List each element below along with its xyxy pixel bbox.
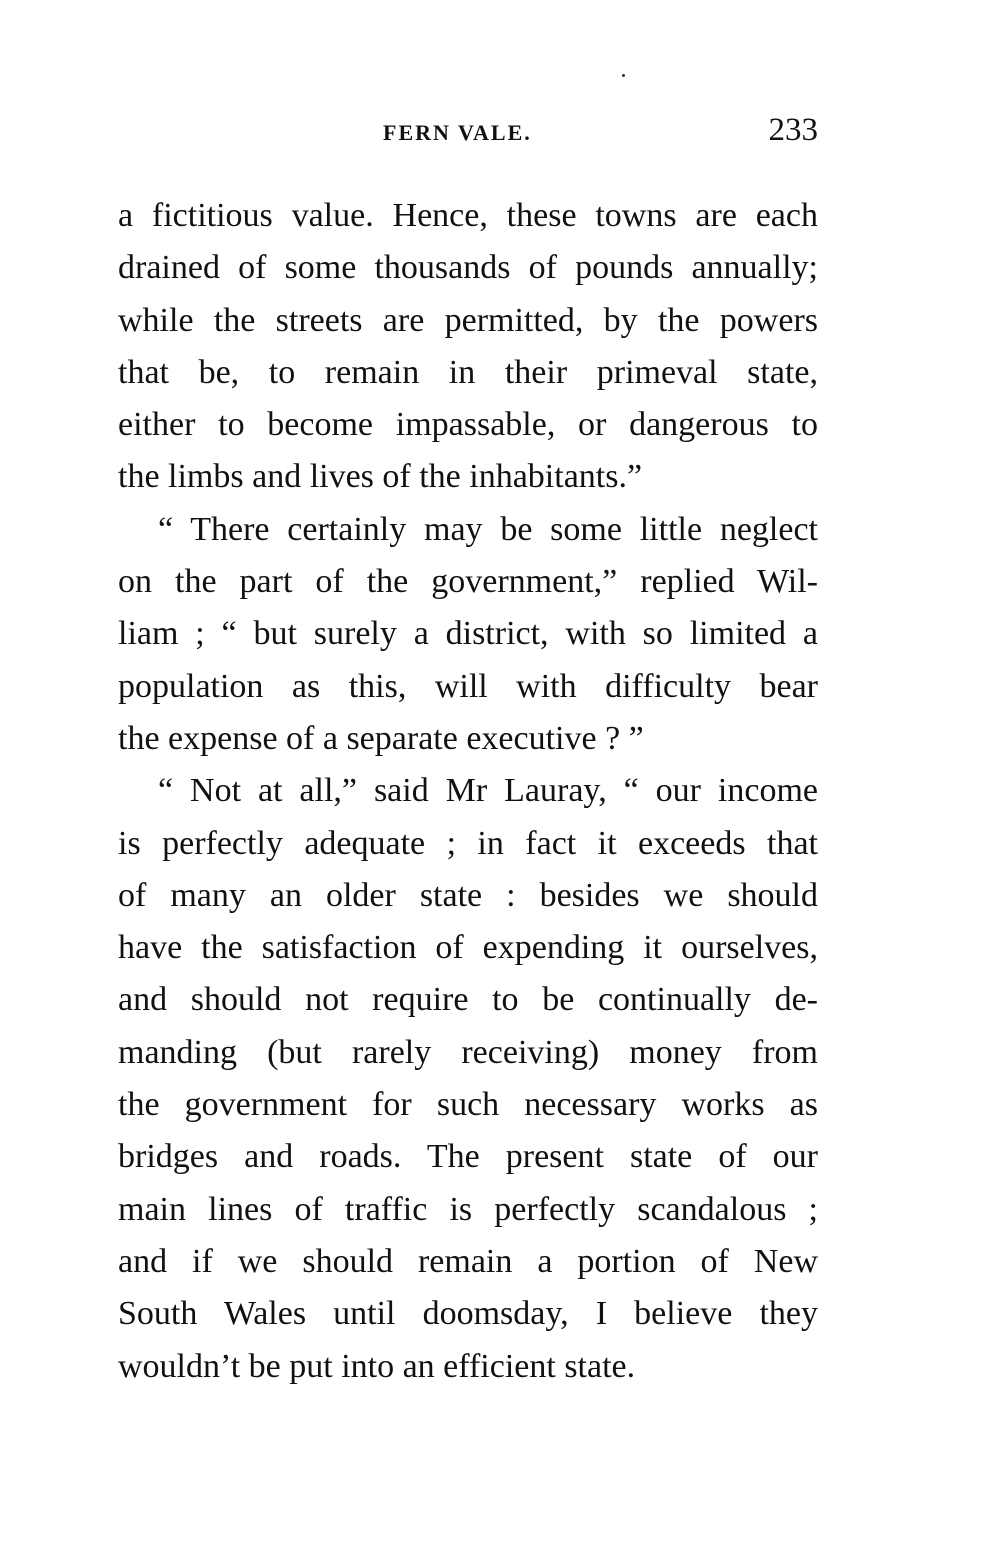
running-head (118, 112, 818, 152)
text-line: “ Not at all,” said Mr Lauray, “ our income (158, 772, 818, 810)
text-line: a fictitious value. Hence, these towns are each (118, 197, 818, 234)
print-speck (622, 74, 625, 77)
text-line: bridges and roads. The present state of our (118, 1138, 818, 1176)
text-line: main lines of traffic is perfectly scandalous ; (118, 1190, 818, 1228)
text-line: while the streets are permitted, by the powers (118, 301, 818, 339)
text-line: manding (but rarely receiving) money from (118, 1033, 818, 1071)
text-line: the expense of a separate executive ? ” (118, 719, 644, 757)
text-line: and if we should remain a portion of New (118, 1242, 818, 1280)
text-line: drained of some thousands of pounds annually; (118, 249, 818, 287)
text-line: have the satisfaction of expending it ourselves, (118, 929, 818, 967)
running-head-title: FERN VALE. (383, 120, 532, 145)
text-line: is perfectly adequate ; in fact it exceeds that (118, 824, 818, 862)
text-line: liam ; “ but surely a district, with so limited a (118, 615, 818, 653)
page-number: 233 (768, 112, 818, 148)
text-line: of many an older state : besides we should (118, 876, 818, 914)
text-line: “ There certainly may be some little neglect (158, 510, 818, 548)
text-line: the government for such necessary works as (118, 1086, 818, 1124)
text-line: and should not require to be continually de- (118, 981, 818, 1019)
text-line: on the part of the government,” replied Wil- (118, 563, 818, 601)
body-text (118, 190, 818, 1393)
text-line: either to become impassable, or dangerous to (118, 406, 818, 444)
text-line: South Wales until doomsday, I believe they (118, 1295, 818, 1333)
text-line: that be, to remain in their primeval state, (118, 353, 818, 391)
text-line: wouldn’t be put into an efficient state. (118, 1347, 636, 1385)
text-line: population as this, will with difficulty bear (118, 667, 818, 705)
text-line: the limbs and lives of the inhabitants.” (118, 458, 643, 496)
